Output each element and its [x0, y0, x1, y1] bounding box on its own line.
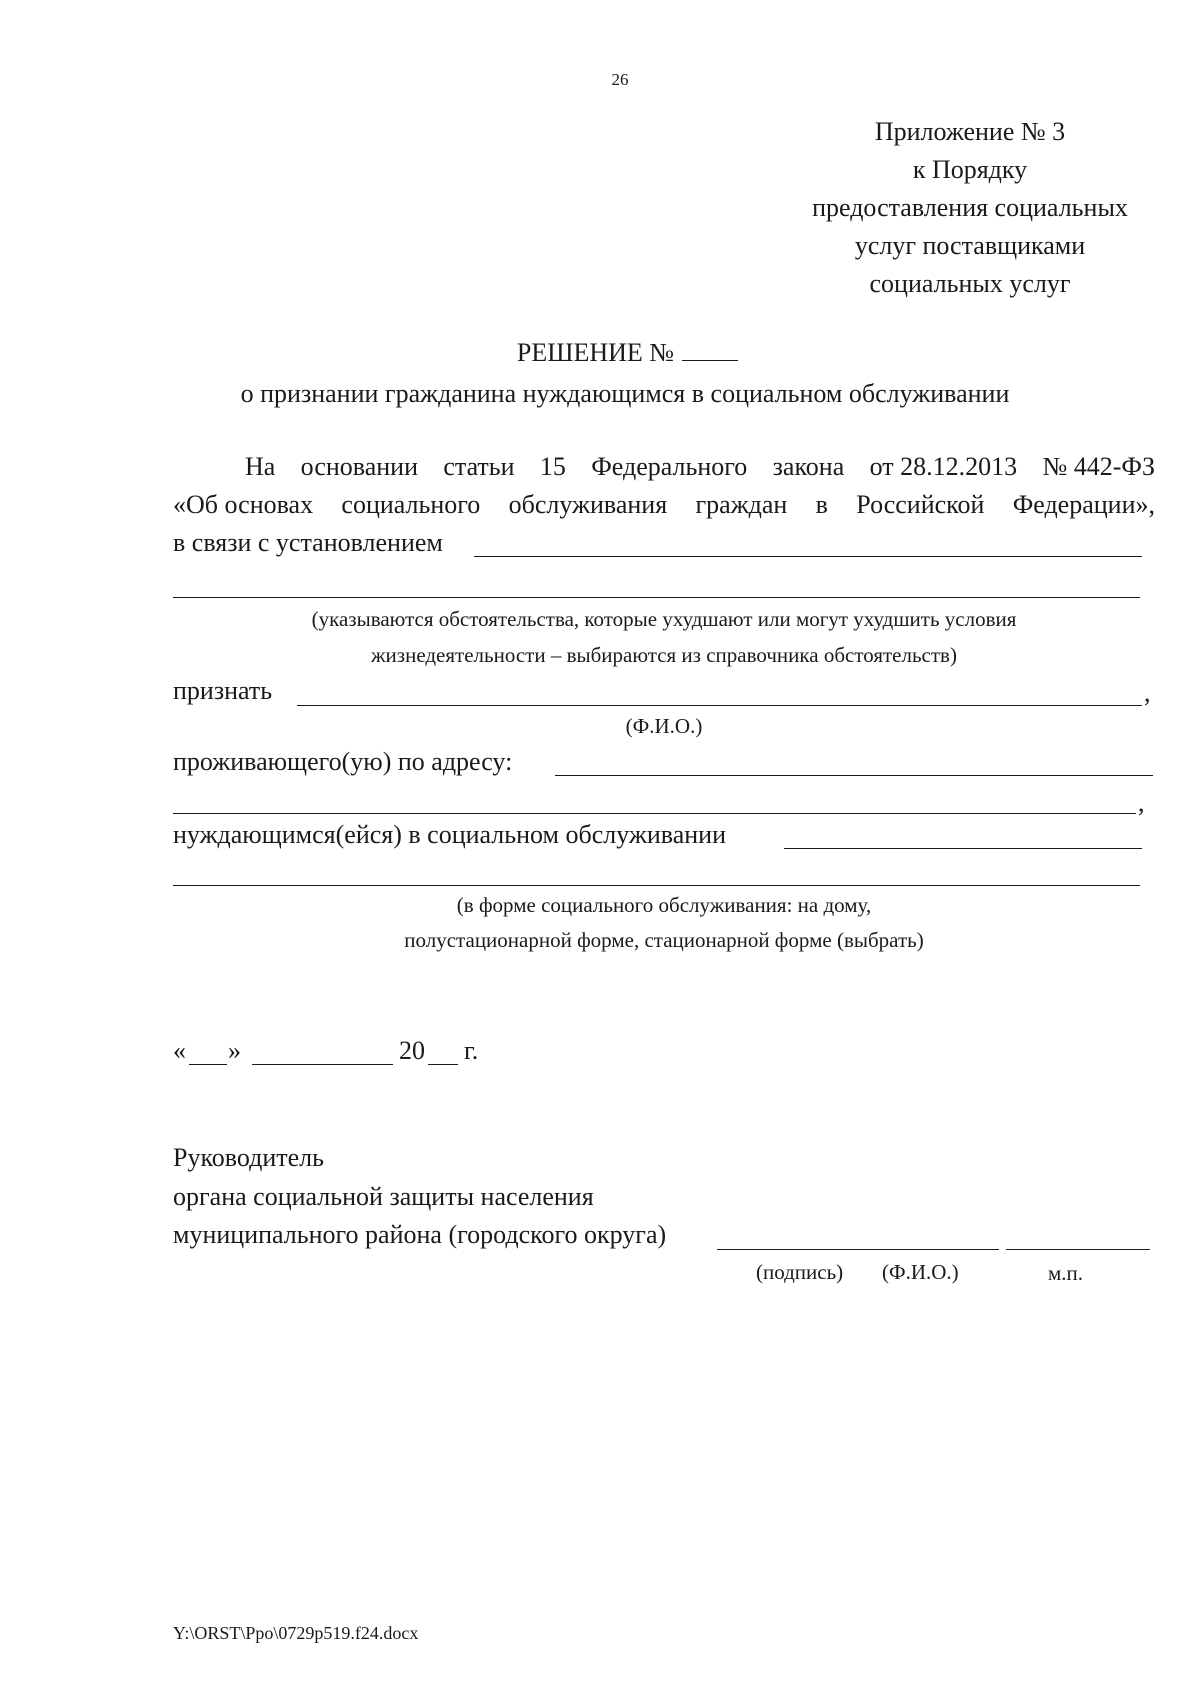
signatory-line-3: муниципального района (городского округа): [173, 1220, 667, 1249]
document-title: [0, 338, 1200, 368]
appendix-block: [770, 113, 1170, 303]
fio-caption: (Ф.И.О.): [882, 1260, 959, 1284]
service-form-field-continued[interactable]: [173, 885, 1140, 886]
date-day-field[interactable]: [189, 1064, 227, 1065]
date-close-quote: »: [228, 1036, 241, 1065]
form-note-line-1: (в форме социального обслуживания: на дому,: [456, 893, 872, 917]
date-open-quote: «: [173, 1036, 186, 1065]
page-number: 26: [611, 70, 629, 89]
address-label: проживающего(ую) по адресу:: [173, 747, 513, 776]
body-word: обслуживания: [508, 490, 668, 519]
body-word: социального: [341, 490, 481, 519]
recognize-fio-field[interactable]: [297, 705, 1142, 706]
circumstances-field[interactable]: [474, 556, 1142, 557]
recognize-comma: ,: [1144, 678, 1151, 707]
appendix-line: услуг поставщиками: [854, 231, 1086, 260]
circumstances-note-line-2: жизнедеятельности – выбираются из справочника обстоятельств): [371, 643, 957, 667]
title-text: РЕШЕНИЕ №: [516, 338, 675, 367]
appendix-line: Приложение № 3: [874, 117, 1066, 146]
body-word: № 442-ФЗ: [1042, 452, 1155, 481]
address-field[interactable]: [555, 775, 1153, 776]
address-field-continued[interactable]: [173, 813, 1136, 814]
appendix-line: предоставления социальных: [812, 193, 1128, 222]
body-word: Федерации»,: [1012, 490, 1155, 519]
recognize-label: признать: [173, 676, 273, 705]
fio-note: (Ф.И.О.): [625, 714, 703, 738]
body-word: основании: [300, 452, 418, 481]
date-year-prefix: 20: [399, 1036, 425, 1065]
signature-field[interactable]: [717, 1249, 999, 1250]
date-year-field[interactable]: [428, 1064, 458, 1065]
service-form-field[interactable]: [784, 848, 1142, 849]
body-word: в: [815, 490, 828, 519]
circumstances-note-line-1: (указываются обстоятельства, которые ухудшают или могут ухудшить условия: [311, 607, 1017, 631]
needing-label: нуждающимся(ейся) в социальном обслуживании: [173, 820, 726, 849]
footer-file-path: Y:\ORST\Ppo\0729p519.f24.docx: [173, 1623, 419, 1643]
circumstances-field-continued[interactable]: [173, 597, 1140, 598]
appendix-line: к Порядку: [912, 155, 1028, 184]
body-word: Федерального: [591, 452, 748, 481]
body-word: На: [245, 452, 276, 481]
signatory-line-1: Руководитель: [173, 1143, 324, 1172]
date-month-field[interactable]: [252, 1064, 393, 1065]
circumstances-label: в связи с установлением: [173, 528, 443, 557]
signature-caption: (подпись): [756, 1260, 844, 1284]
body-word: от 28.12.2013: [869, 452, 1018, 481]
body-line-2: [173, 490, 1155, 520]
document-subtitle: о признании гражданина нуждающимся в социальном обслуживании: [240, 379, 1010, 408]
body-word: закона: [772, 452, 845, 481]
date-year-suffix: г.: [464, 1036, 479, 1065]
stamp-caption: м.п.: [1048, 1261, 1084, 1285]
signatory-line-2: органа социальной защиты населения: [173, 1182, 594, 1211]
body-word: граждан: [695, 490, 788, 519]
decision-number-field[interactable]: [682, 338, 738, 361]
body-line-1: [245, 452, 1155, 482]
appendix-line: социальных услуг: [869, 269, 1071, 298]
body-word: Российской: [856, 490, 985, 519]
body-word: 15: [539, 452, 566, 481]
body-word: статьи: [443, 452, 515, 481]
address-comma: ,: [1138, 788, 1145, 817]
signatory-fio-field[interactable]: [1006, 1249, 1150, 1250]
form-note-line-2: полустационарной форме, стационарной форме (выбрать): [404, 928, 924, 952]
body-word: «Об основах: [173, 490, 314, 519]
